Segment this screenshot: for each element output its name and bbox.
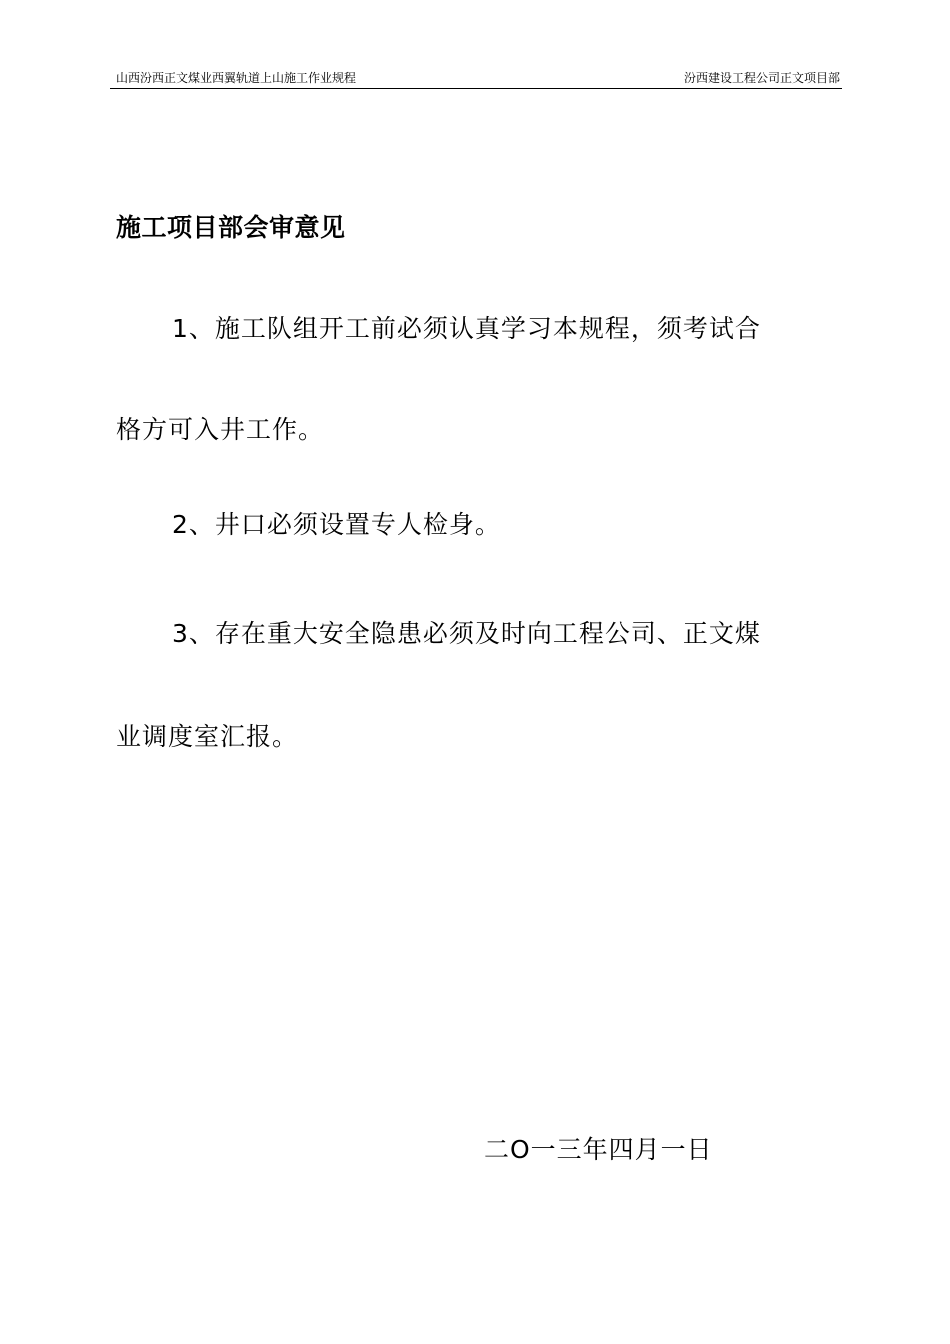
header-organization: 汾西建设工程公司正文项目部 [683, 71, 840, 85]
item-2-line-1: 2、井口必须设置专人检身。 [172, 510, 501, 539]
item-1-line-2: 格方可入井工作。 [116, 415, 325, 444]
section-title: 施工项目部会审意见 [116, 213, 346, 242]
header-document-title: 山西汾西正文煤业西翼轨道上山施工作业规程 [116, 71, 357, 85]
item-3-line-2: 业调度室汇报。 [116, 722, 299, 751]
item-3-line-1: 3、存在重大安全隐患必须及时向工程公司、正文煤 [172, 619, 761, 648]
page-header [110, 68, 842, 89]
signature-date: 二O一三年四月一日 [484, 1135, 713, 1164]
item-1-line-1: 1、施工队组开工前必须认真学习本规程，须考试合 [172, 314, 761, 343]
